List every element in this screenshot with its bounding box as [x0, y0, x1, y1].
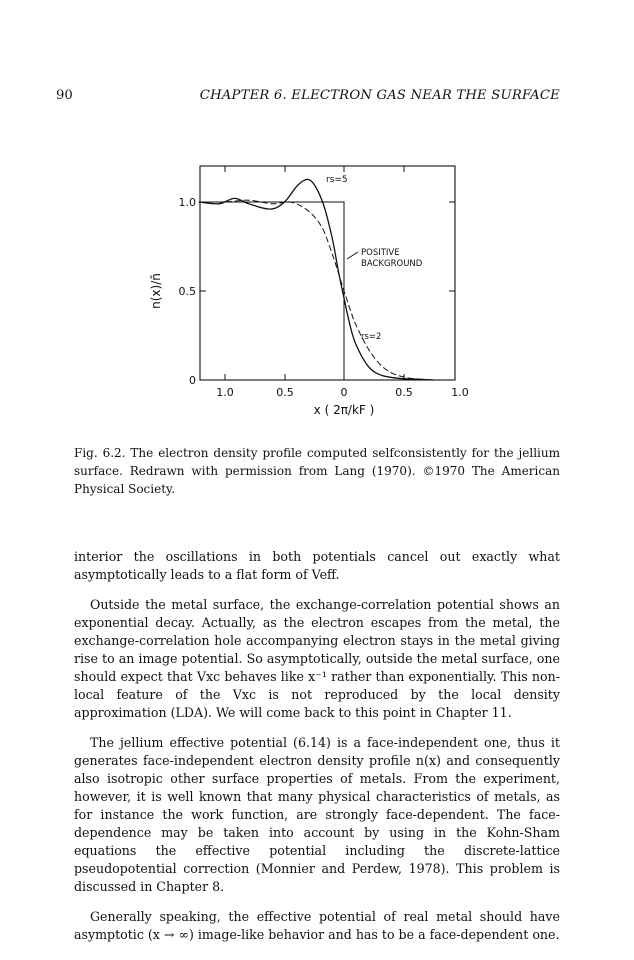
- paragraph: interior the oscillations in both potentials cancel out exactly what asymptotically leads to a flat form of Veff.: [74, 549, 560, 582]
- series-line-rs-2: [199, 200, 433, 380]
- background-pointer: [347, 252, 358, 259]
- series-line-rs-5: [199, 179, 433, 380]
- label-background-1: POSITIVE: [361, 248, 400, 258]
- x-tick-0.5-right: 0.5: [395, 386, 413, 399]
- plot-frame: [200, 166, 455, 380]
- paragraph: The jellium effective potential (6.14) is a face-independent one, thus it generates face-independent electron density profile n(x) and consequently also isotropic other surface properties of metals. From the experiment, however, it is well known that many physical characteristics of metals, as for instance the work function, are strongly face-dependent. The face-dependence may be taken into account by using in the Kohn-Sham equations the effective potential including the discrete-lattice pseudopotential correction (Monnier and Perdew, 1978). This problem is discussed in Chapter 8.: [74, 735, 560, 894]
- figure-caption: Fig. 6.2. The electron density profile computed selfconsistently for the jellium surface. Redrawn with permission from Lang (1970). ©1970 The American Physical Society.: [74, 446, 560, 496]
- density-profile-figure: [140, 156, 480, 426]
- series-line-positive-background: [199, 202, 416, 380]
- paragraph: Outside the metal surface, the exchange-correlation potential shows an exponential decay. Actually, as the electron escapes from the metal, the exchange-correlation hole accompanying electron stays in the metal giving rise to an image potential. So asymptotically, outside the metal surface, one should expect that Vxc behaves like x⁻¹ rather than exponentially. This non-local feature of the Vxc is not reproduced by the local density approximation (LDA). We will come back to this point in Chapter 11.: [74, 597, 560, 720]
- label-rs5: rs=5: [326, 175, 348, 185]
- x-tick-0: 0: [340, 386, 348, 399]
- y-tick-0.5: 0.5: [178, 285, 196, 298]
- y-axis-label: n(x)/n̄: [149, 273, 163, 309]
- y-tick-0: 0: [189, 374, 196, 387]
- x-tick-1.0-right: 1.0: [451, 386, 469, 399]
- y-ticks: [179, 196, 456, 387]
- x-tick-0.5-left: 0.5: [276, 386, 294, 399]
- page-number: 90: [56, 88, 73, 103]
- y-tick-1.0: 1.0: [178, 196, 196, 209]
- label-background-2: BACKGROUND: [361, 259, 423, 269]
- body-text: [74, 548, 560, 956]
- x-tick-1.0-left: 1.0: [216, 386, 234, 399]
- paragraph: Generally speaking, the effective potential of real metal should have asymptotic (x → ∞) image-like behavior and has to be a face-dependent one.: [74, 909, 560, 942]
- running-head: CHAPTER 6. ELECTRON GAS NEAR THE SURFACE: [199, 88, 560, 103]
- x-axis-label: x ( 2π/kF ): [313, 403, 375, 417]
- page-header: [56, 88, 560, 108]
- label-rs2: rs=2: [361, 332, 382, 342]
- curves: [199, 179, 433, 380]
